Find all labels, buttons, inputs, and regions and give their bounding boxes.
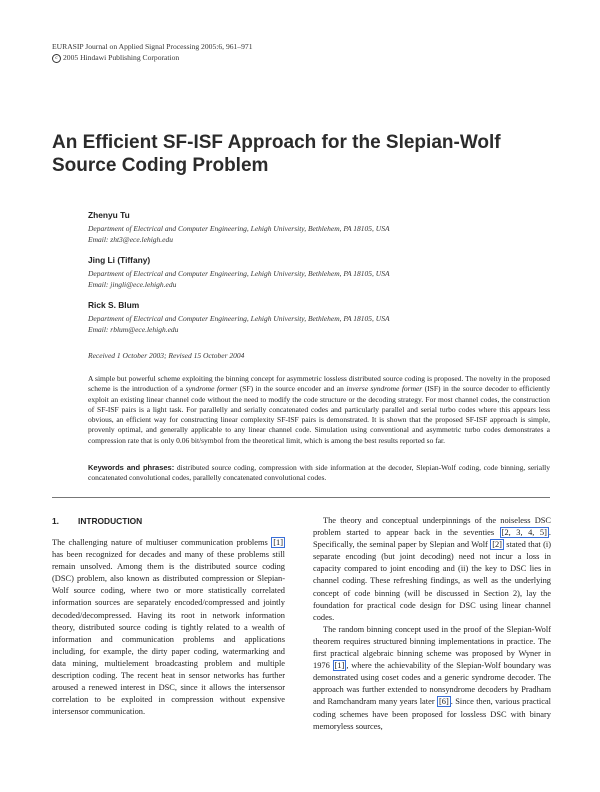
intro-paragraph (52, 537, 285, 718)
section-number: 1. (52, 516, 59, 526)
paper-title: An Efficient SF-ISF Approach for the Slepian-Wolf Source Coding Problem (52, 132, 501, 176)
paragraph-text: The challenging nature of multiuser communication problems (52, 538, 272, 547)
left-column (52, 537, 285, 718)
section-heading (52, 516, 142, 527)
author-block-1 (88, 210, 558, 245)
keywords-text: distributed source coding, compression with side information at the decoder, Slepian-Wolf coding, code binning, serially concatenated convolutional codes, parallelly concatenated convolutional codes. (88, 463, 551, 483)
abstract-term: syndrome former (185, 384, 238, 394)
paragraph-text: . Specifically, the seminal paper by Slepian and Wolf (313, 528, 552, 550)
section-divider (52, 497, 550, 498)
abstract-text: A simple but powerful scheme exploiting the binning concept for asymmetric lossless distributed source coding is proposed. The novelty in the proposed scheme is the introduction of a (88, 374, 550, 394)
paragraph-text: . Since then, various practical coding schemes have been proposed for lossless DSC with binary memoryless sources, (313, 697, 551, 731)
keywords (88, 463, 550, 484)
author-block-3 (88, 300, 558, 335)
paragraph-text: The random binning concept used in the proof of the Slepian-Wolf theorem requires structured binning implementations in practice. The first practical algebraic binning scheme was proposed by Wyner in 1976 (313, 624, 551, 671)
body-paragraph (313, 624, 551, 733)
right-column (313, 515, 551, 733)
author-affiliation: Department of Electrical and Computer Engineering, Lehigh University, Bethlehem, PA 18105, USA (88, 269, 390, 278)
received-dates: Received 1 October 2003; Revised 15 October 2004 (88, 351, 245, 360)
author-email: Email: rblum@ece.lehigh.edu (88, 324, 179, 334)
author-name: Jing Li (Tiffany) (88, 255, 151, 265)
copyright-line (52, 52, 253, 63)
paragraph-text: The theory and conceptual underpinnings of the noiseless DSC problem started to appear back in the seventies (313, 516, 551, 538)
author-name: Zhenyu Tu (88, 210, 130, 220)
author-email: Email: jingli@ece.lehigh.edu (88, 279, 177, 289)
copyright-icon: c (52, 54, 61, 63)
paragraph-text: , where the achievability of the Slepian-Wolf boundary was demonstrated using coset codes and a generic syndrome decoder. The approach was further extended to nonsyndrome decoders by Pradham and Ramchandram many years later (313, 661, 551, 707)
abstract-text: (ISF) in the source decoder to efficiently exploit an existing linear channel code without the need to modify the code structure or the decoding strategy. For most channel codes, the construction of SF-ISF pairs is a light task. For parallelly and serially concatenated codes and particularly parallel and serial turbo codes where this appears less obvious, an efficient way for constructing linear complexity SF-ISF pairs is demonstrated. It is shown that the proposed SF-ISF approach is simple, provenly optimal, and generally applicable to any linear channel code. Simulation using conventional and asymmetric turbo codes demonstrates a compression rate that is only 0.06 bit/symbol from the theoretical limit, which is among the best results reported so far. (88, 384, 550, 445)
author-affiliation: Department of Electrical and Computer Engineering, Lehigh University, Bethlehem, PA 18105, USA (88, 314, 390, 323)
section-title: INTRODUCTION (78, 516, 143, 526)
journal-citation: EURASIP Journal on Applied Signal Processing 2005:6, 961–971 (52, 42, 253, 51)
author-name: Rick S. Blum (88, 300, 140, 310)
author-affiliation: Department of Electrical and Computer Engineering, Lehigh University, Bethlehem, PA 18105, USA (88, 224, 390, 233)
journal-header (52, 41, 253, 63)
abstract (88, 374, 550, 446)
body-paragraph (313, 515, 551, 624)
citation-link[interactable]: [2, 3, 4, 5] (501, 528, 547, 538)
keywords-label: Keywords and phrases: (88, 463, 175, 472)
paragraph-text: stated that (i) separate encoding (but joint decoding) need not incur a loss in capacity compared to joint encoding and (ii) the key to DSC lies in channel coding. These refreshing findings, as well as the underlying concept of code binning (will be discussed in Section 2), lay the foundation for practical code design for DSC using linear channel codes. (313, 540, 551, 622)
paragraph-text: has been recognized for decades and many of these problems still remain unsolved. Among them is the distributed source coding (DSC) problem, also known as distributed compression or Slepian-Wolf source coding, where two or more statistically correlated information sources are separately encoded/compressed and jointly decoded/decompressed. Having its root in network information theory, distributed source coding is tightly related to a wealth of information and communication problems and applications including, for example, the dirty paper coding, watermarking and data mining, multielement broadcasting problem and multiple description coding. The recent heat in sensor networks has further aroused a renewed interest in DSC, since it allows the intersensor correlation to be exploited in compression without expensive intersensor communication. (52, 550, 285, 717)
citation-link[interactable]: [1] (273, 538, 283, 547)
abstract-text: (SF) in the source encoder and an (237, 384, 347, 394)
copyright-text: 2005 Hindawi Publishing Corporation (63, 53, 180, 62)
author-block-2 (88, 255, 558, 290)
citation-link[interactable]: [1] (334, 661, 345, 671)
abstract-term: inverse syndrome former (346, 384, 423, 394)
citation-link[interactable]: [6] (439, 697, 449, 707)
citation-link[interactable]: [2] (492, 540, 502, 550)
author-email: Email: zht3@ece.lehigh.edu (88, 234, 174, 244)
